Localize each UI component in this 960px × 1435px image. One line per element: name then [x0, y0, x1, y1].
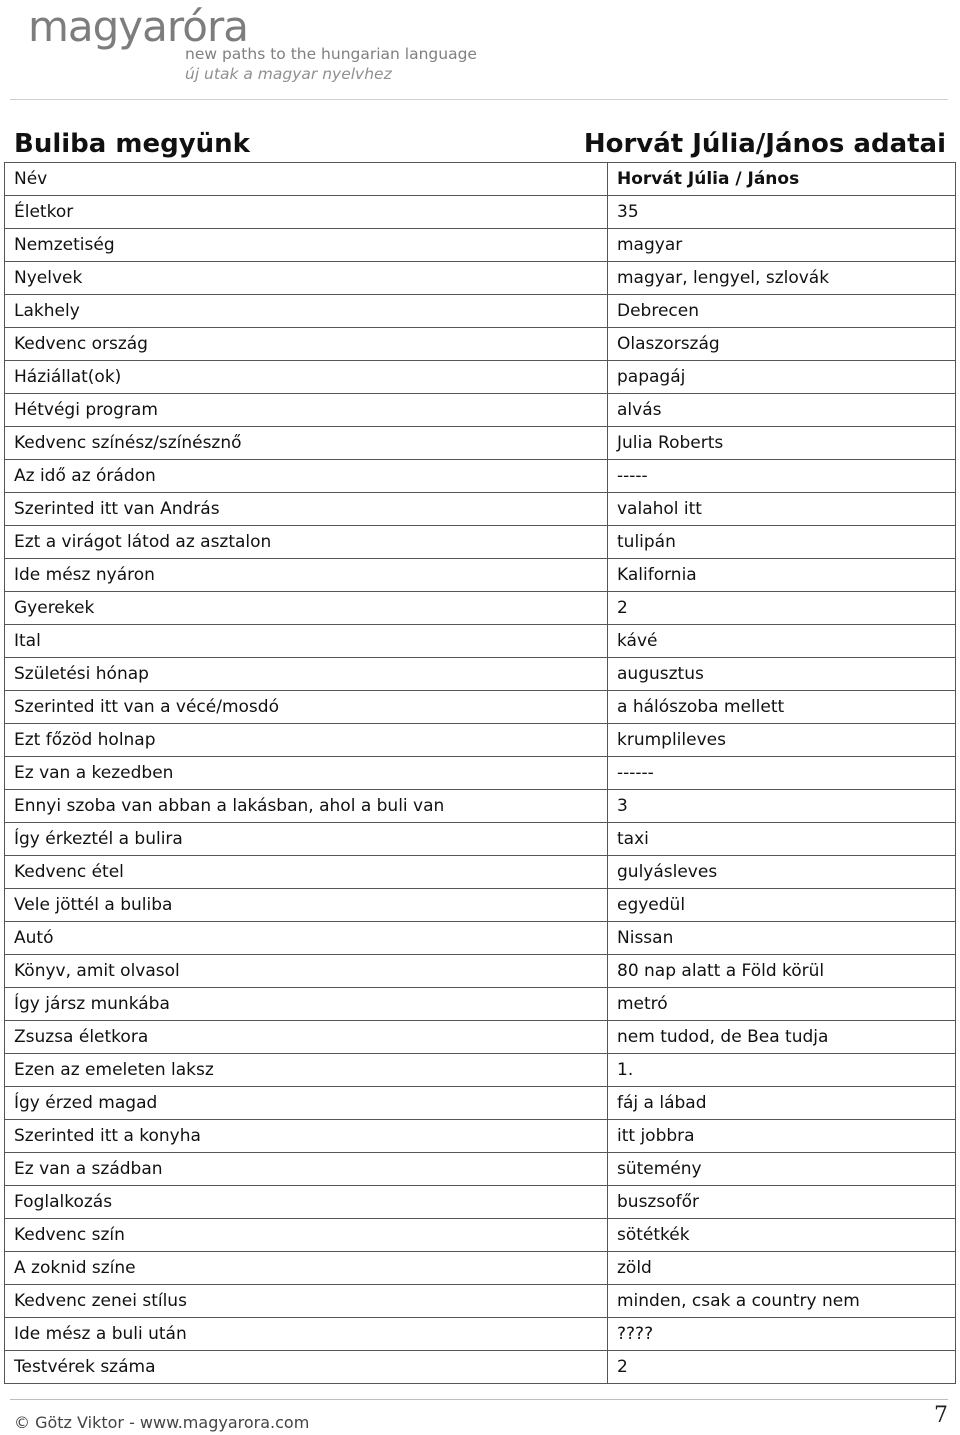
row-label: Szerinted itt van András — [5, 493, 608, 526]
row-value: sütemény — [608, 1153, 956, 1186]
row-label: Név — [5, 163, 608, 196]
row-value: buszsofőr — [608, 1186, 956, 1219]
row-value: ???? — [608, 1318, 956, 1351]
table-row — [5, 1054, 956, 1087]
footer-credit: © Götz Viktor - www.magyarora.com — [14, 1413, 310, 1432]
row-label: Hétvégi program — [5, 394, 608, 427]
row-value: 80 nap alatt a Föld körül — [608, 955, 956, 988]
row-label: Autó — [5, 922, 608, 955]
row-value: magyar, lengyel, szlovák — [608, 262, 956, 295]
row-value: alvás — [608, 394, 956, 427]
row-value: Nissan — [608, 922, 956, 955]
row-label: Szerinted itt van a vécé/mosdó — [5, 691, 608, 724]
table-row — [5, 1252, 956, 1285]
row-value: valahol itt — [608, 493, 956, 526]
row-value: minden, csak a country nem — [608, 1285, 956, 1318]
row-label: Zsuzsa életkora — [5, 1021, 608, 1054]
row-value: magyar — [608, 229, 956, 262]
table-row — [5, 955, 956, 988]
profile-table — [4, 162, 956, 1384]
row-value: 1. — [608, 1054, 956, 1087]
row-label: Háziállat(ok) — [5, 361, 608, 394]
row-label: Ide mész nyáron — [5, 559, 608, 592]
row-value: 2 — [608, 1351, 956, 1384]
table-row — [5, 394, 956, 427]
row-value: itt jobbra — [608, 1120, 956, 1153]
row-value: fáj a lábad — [608, 1087, 956, 1120]
row-label: Nyelvek — [5, 262, 608, 295]
row-value: papagáj — [608, 361, 956, 394]
profile-table-body — [5, 163, 956, 1384]
row-value: Kalifornia — [608, 559, 956, 592]
table-row — [5, 262, 956, 295]
table-row — [5, 559, 956, 592]
row-value: ------ — [608, 757, 956, 790]
row-label: Így érzed magad — [5, 1087, 608, 1120]
row-label: Ezt főzöd holnap — [5, 724, 608, 757]
row-label: Kedvenc étel — [5, 856, 608, 889]
table-row — [5, 988, 956, 1021]
table-row — [5, 790, 956, 823]
table-row — [5, 823, 956, 856]
row-label: Ital — [5, 625, 608, 658]
table-row — [5, 163, 956, 196]
row-value: egyedül — [608, 889, 956, 922]
row-label: Születési hónap — [5, 658, 608, 691]
row-label: Testvérek száma — [5, 1351, 608, 1384]
table-row — [5, 361, 956, 394]
row-value: krumplileves — [608, 724, 956, 757]
table-row — [5, 691, 956, 724]
row-label: Ez van a szádban — [5, 1153, 608, 1186]
row-value: taxi — [608, 823, 956, 856]
row-label: Foglalkozás — [5, 1186, 608, 1219]
page-title: Buliba megyünk — [14, 129, 250, 159]
table-row — [5, 1087, 956, 1120]
row-label: Ezt a virágot látod az asztalon — [5, 526, 608, 559]
row-value: tulipán — [608, 526, 956, 559]
table-row — [5, 1120, 956, 1153]
logo-tagline-english: new paths to the hungarian language — [185, 45, 477, 63]
row-value: 35 — [608, 196, 956, 229]
row-label: Így érkeztél a bulira — [5, 823, 608, 856]
table-row — [5, 1186, 956, 1219]
row-label: Kedvenc színész/színésznő — [5, 427, 608, 460]
row-label: Ez van a kezedben — [5, 757, 608, 790]
table-row — [5, 757, 956, 790]
table-row — [5, 493, 956, 526]
table-row — [5, 724, 956, 757]
row-value: Olaszország — [608, 328, 956, 361]
row-value: Debrecen — [608, 295, 956, 328]
row-label: Ide mész a buli után — [5, 1318, 608, 1351]
row-value: 3 — [608, 790, 956, 823]
row-label: Az idő az órádon — [5, 460, 608, 493]
table-row — [5, 1219, 956, 1252]
table-row — [5, 1351, 956, 1384]
row-value: Julia Roberts — [608, 427, 956, 460]
row-label: Kedvenc zenei stílus — [5, 1285, 608, 1318]
row-label: Ennyi szoba van abban a lakásban, ahol a buli van — [5, 790, 608, 823]
table-row — [5, 625, 956, 658]
row-label: Kedvenc szín — [5, 1219, 608, 1252]
table-row — [5, 856, 956, 889]
row-label: Szerinted itt a konyha — [5, 1120, 608, 1153]
table-row — [5, 1021, 956, 1054]
row-value: a hálószoba mellett — [608, 691, 956, 724]
row-label: Vele jöttél a buliba — [5, 889, 608, 922]
row-label: Így jársz munkába — [5, 988, 608, 1021]
row-label: Gyerekek — [5, 592, 608, 625]
header-divider — [10, 99, 948, 100]
table-row — [5, 295, 956, 328]
row-label: Kedvenc ország — [5, 328, 608, 361]
row-value: augusztus — [608, 658, 956, 691]
table-row — [5, 889, 956, 922]
table-row — [5, 1318, 956, 1351]
profile-title: Horvát Júlia/János adatai — [583, 129, 946, 159]
row-value: ----- — [608, 460, 956, 493]
table-row — [5, 658, 956, 691]
row-value: sötétkék — [608, 1219, 956, 1252]
row-value: metró — [608, 988, 956, 1021]
row-value: zöld — [608, 1252, 956, 1285]
row-value: nem tudod, de Bea tudja — [608, 1021, 956, 1054]
table-row — [5, 229, 956, 262]
logo-wordmark: magyaróra — [28, 2, 248, 51]
logo-tagline-hungarian: új utak a magyar nyelvhez — [185, 65, 392, 83]
row-value: Horvát Júlia / János — [608, 163, 956, 196]
table-row — [5, 922, 956, 955]
table-row — [5, 1153, 956, 1186]
table-row — [5, 328, 956, 361]
row-label: Könyv, amit olvasol — [5, 955, 608, 988]
row-label: A zoknid színe — [5, 1252, 608, 1285]
row-label: Nemzetiség — [5, 229, 608, 262]
page-number: 7 — [934, 1403, 948, 1428]
footer-divider — [10, 1399, 948, 1400]
row-value: gulyásleves — [608, 856, 956, 889]
row-value: kávé — [608, 625, 956, 658]
row-label: Ezen az emeleten laksz — [5, 1054, 608, 1087]
table-row — [5, 526, 956, 559]
row-label: Lakhely — [5, 295, 608, 328]
table-row — [5, 196, 956, 229]
table-row — [5, 427, 956, 460]
table-row — [5, 592, 956, 625]
table-row — [5, 1285, 956, 1318]
table-row — [5, 460, 956, 493]
row-label: Életkor — [5, 196, 608, 229]
row-value: 2 — [608, 592, 956, 625]
